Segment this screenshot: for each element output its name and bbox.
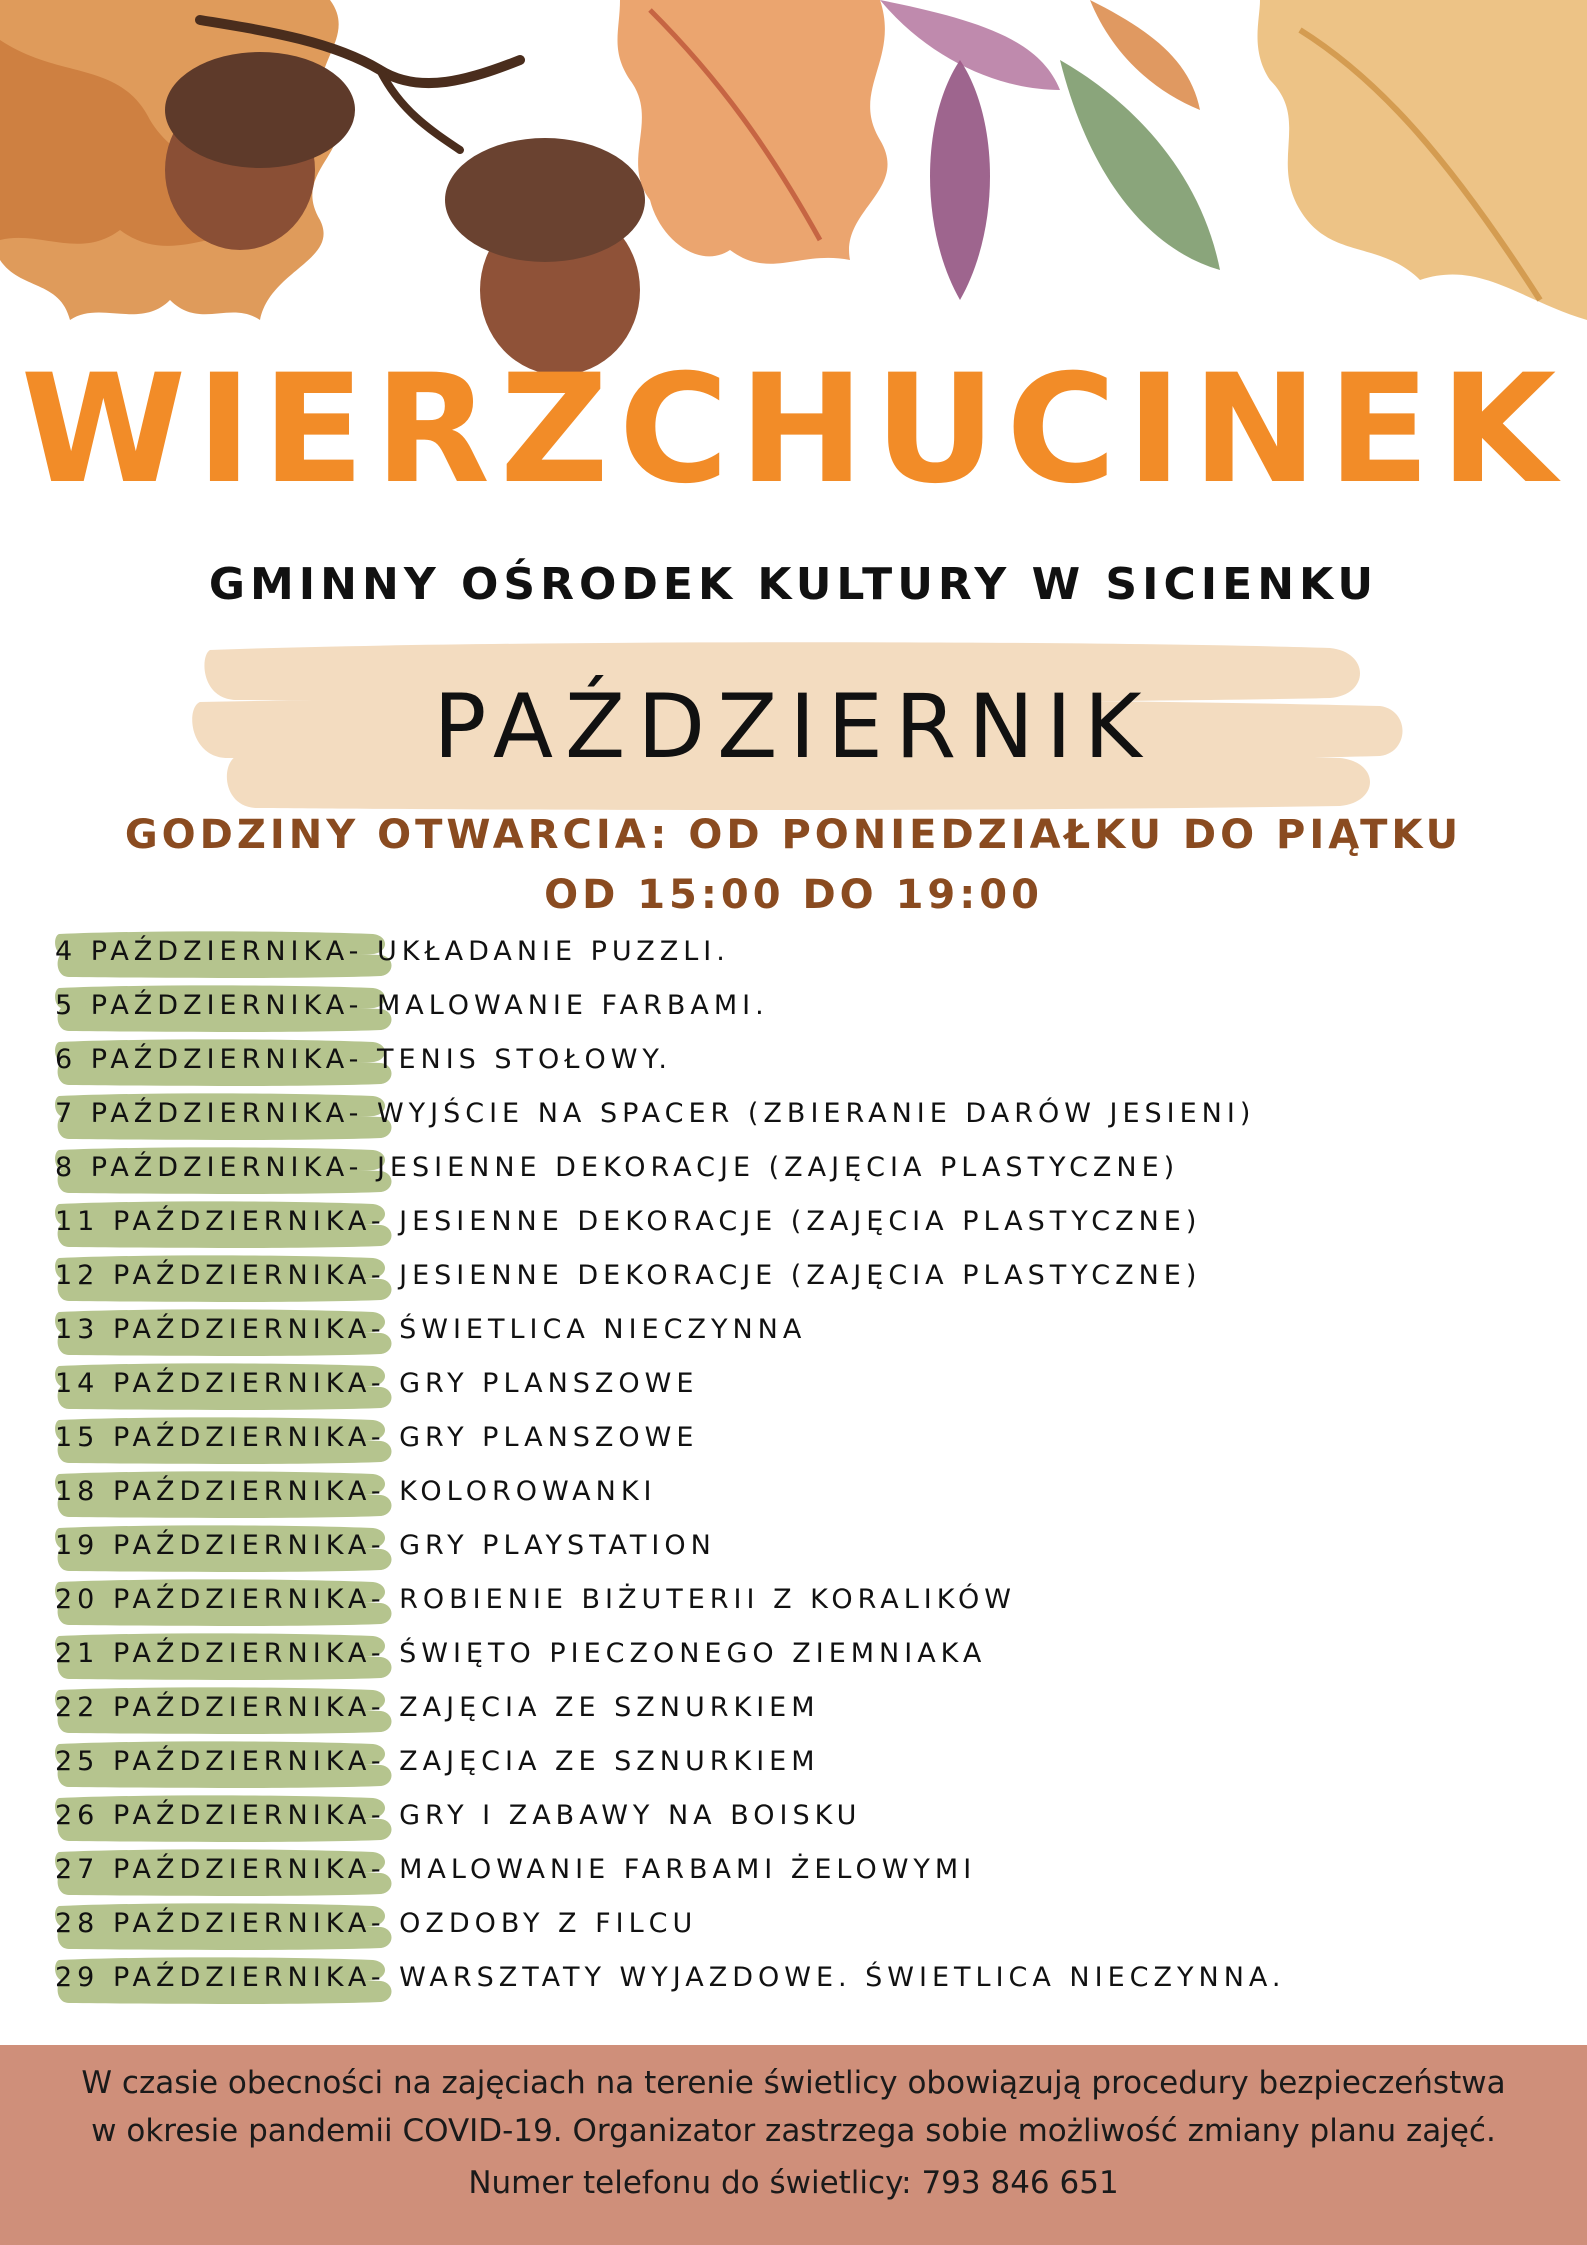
opening-hours-time: OD 15:00 DO 19:00 [544,872,1043,918]
list-item [55,1196,1555,1250]
schedule-entry [55,1366,698,1402]
green-leaf [1060,60,1220,270]
schedule-entry [55,988,769,1024]
acorn-1-cap [165,52,355,168]
schedule-date: 29 PAŹDZIERNIKA [55,1962,371,1993]
list-item [55,1304,1555,1358]
schedule-date: 15 PAŹDZIERNIKA [55,1422,371,1453]
schedule-date: 22 PAŹDZIERNIKA [55,1692,371,1723]
schedule-entry [55,1636,986,1672]
schedule-activity: - ZAJĘCIA ZE SZNURKIEM [370,1746,820,1777]
schedule-entry [55,1798,861,1834]
schedule-entry [55,1906,697,1942]
schedule-activity: - GRY PLANSZOWE [370,1422,699,1453]
list-item [55,926,1555,980]
list-item [55,1628,1555,1682]
opening-hours-days: GODZINY OTWARCIA: OD PONIEDZIAŁKU DO PIĄTKU [124,812,1463,858]
purple-leaf-2 [880,0,1060,90]
schedule-activity: - WYJŚCIE NA SPACER (ZBIERANIE DARÓW JESIENI) [348,1098,1256,1129]
schedule-activity: - TENIS STOŁOWY. [348,1044,672,1075]
list-item [55,1520,1555,1574]
schedule-activity: - GRY PLANSZOWE [370,1368,699,1399]
list-item [55,1736,1555,1790]
schedule-date: 19 PAŹDZIERNIKA [55,1530,371,1561]
schedule-activity: - WARSZTATY WYJAZDOWE. ŚWIETLICA NIECZYNNA. [370,1962,1286,1993]
purple-leaf [930,60,990,300]
footer-notice-line-2: w okresie pandemii COVID-19. Organizator zastrzega sobie możliwość zmiany planu zajęć. [91,2113,1496,2149]
list-item [55,1466,1555,1520]
schedule-entry [55,1960,1285,1996]
acorn-2-cap [445,138,645,262]
schedule-date: 28 PAŹDZIERNIKA [55,1908,371,1939]
schedule-activity: - JESIENNE DEKORACJE (ZAJĘCIA PLASTYCZNE) [370,1260,1202,1291]
schedule-activity: - JESIENNE DEKORACJE (ZAJĘCIA PLASTYCZNE) [370,1206,1202,1237]
schedule-date: 14 PAŹDZIERNIKA [55,1368,371,1399]
list-item [55,1682,1555,1736]
schedule-date: 26 PAŹDZIERNIKA [55,1800,371,1831]
schedule-entry [55,1690,820,1726]
schedule-entry [55,1744,820,1780]
month-label: PAŹDZIERNIK [433,675,1154,778]
list-item [55,1898,1555,1952]
schedule-date: 13 PAŹDZIERNIKA [55,1314,371,1345]
list-item [55,1790,1555,1844]
schedule-date: 8 PAŹDZIERNIKA [55,1152,349,1183]
schedule-activity: - GRY I ZABAWY NA BOISKU [370,1800,862,1831]
schedule-activity: - KOLOROWANKI [370,1476,657,1507]
schedule-entry [55,1042,672,1078]
schedule-entry [55,1852,976,1888]
list-item [55,1088,1555,1142]
schedule-entry [55,1096,1255,1132]
list-item [55,1844,1555,1898]
list-item [55,980,1555,1034]
list-item [55,1250,1555,1304]
list-item [55,1412,1555,1466]
schedule-activity: - JESIENNE DEKORACJE (ZAJĘCIA PLASTYCZNE) [348,1152,1180,1183]
schedule-date: 5 PAŹDZIERNIKA [55,990,349,1021]
schedule-date: 4 PAŹDZIERNIKA [55,936,349,967]
schedule-activity: - OZDOBY Z FILCU [370,1908,698,1939]
list-item [55,1574,1555,1628]
schedule-activity: - GRY PLAYSTATION [370,1530,716,1561]
schedule-entry [55,1258,1201,1294]
schedule-entry [55,1582,1016,1618]
schedule-entry [55,1528,716,1564]
schedule-date: 7 PAŹDZIERNIKA [55,1098,349,1129]
schedule-activity: - UKŁADANIE PUZZLI. [348,936,730,967]
schedule-activity: - ZAJĘCIA ZE SZNURKIEM [370,1692,820,1723]
footer-phone-line: Numer telefonu do świetlicy: 793 846 651 [468,2165,1119,2201]
schedule-list [55,926,1555,2006]
schedule-date: 27 PAŹDZIERNIKA [55,1854,371,1885]
yellow-leaf-right [1258,0,1587,320]
schedule-date: 18 PAŹDZIERNIKA [55,1476,371,1507]
schedule-entry [55,1204,1201,1240]
schedule-date: 11 PAŹDZIERNIKA [55,1206,371,1237]
list-item [55,1952,1555,2006]
schedule-activity: - ŚWIĘTO PIECZONEGO ZIEMNIAKA [370,1638,987,1669]
list-item [55,1142,1555,1196]
schedule-activity: - ROBIENIE BIŻUTERII Z KORALIKÓW [370,1584,1016,1615]
page-title: WIERZCHUCINEK [20,343,1567,517]
schedule-entry [55,1420,698,1456]
schedule-activity: - MALOWANIE FARBAMI ŻELOWYMI [370,1854,977,1885]
schedule-date: 6 PAŹDZIERNIKA [55,1044,349,1075]
list-item [55,1358,1555,1412]
schedule-entry [55,934,730,970]
organization-name: GMINNY OŚRODEK KULTURY W SICIENKU [208,559,1379,610]
footer-notice-line-1: W czasie obecności na zajęciach na terenie świetlicy obowiązują procedury bezpieczeństwa [81,2065,1506,2101]
schedule-entry [55,1150,1179,1186]
schedule-activity: - MALOWANIE FARBAMI. [348,990,769,1021]
autumn-leaves-illustration [0,0,1587,380]
schedule-activity: - ŚWIETLICA NIECZYNNA [370,1314,807,1345]
list-item [55,1034,1555,1088]
schedule-entry [55,1312,806,1348]
schedule-entry [55,1474,657,1510]
schedule-date: 25 PAŹDZIERNIKA [55,1746,371,1777]
schedule-date: 20 PAŹDZIERNIKA [55,1584,371,1615]
schedule-date: 21 PAŹDZIERNIKA [55,1638,371,1669]
schedule-date: 12 PAŹDZIERNIKA [55,1260,371,1291]
